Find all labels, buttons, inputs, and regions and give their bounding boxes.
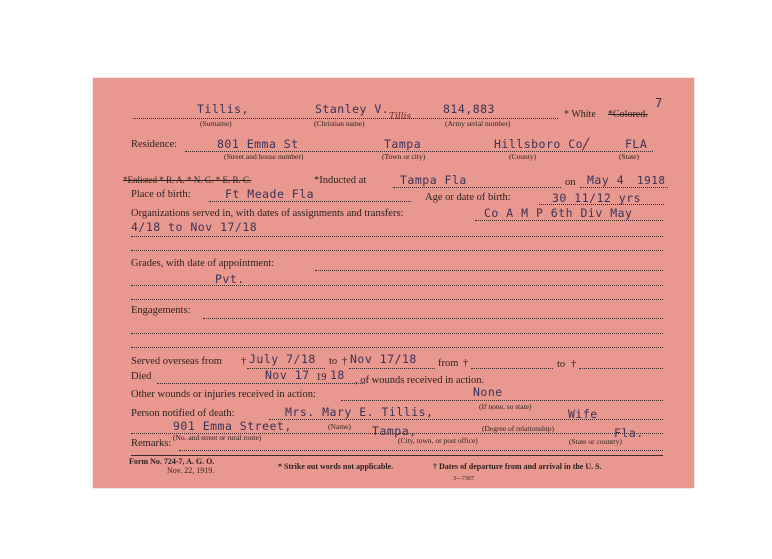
form-number: Form No. 724-7, A. G. O. (129, 457, 215, 466)
of-wounds-label: , of wounds received in action. (355, 375, 485, 386)
inducted-year-value: 1918 (637, 174, 666, 187)
notified-name-value: Mrs. Mary E. Tillis, (285, 405, 434, 419)
remarks-rule (179, 450, 663, 451)
age-value: 30 11/12 yrs (552, 191, 642, 205)
street-rural-label: (No. and street or rural route) (173, 433, 262, 442)
engagements-rule-2 (131, 333, 663, 334)
died-date-value: Nov 17 (265, 368, 310, 382)
person-notified-label: Person notified of death: (131, 408, 235, 419)
service-record-card (93, 78, 694, 488)
overseas-rule-3 (471, 368, 553, 369)
footnote-strike: * Strike out words not applicable. (278, 462, 394, 471)
inducted-date-value: May 4 (587, 173, 625, 187)
age-label: Age or date of birth: (425, 192, 511, 203)
overseas-rule-4 (579, 368, 663, 369)
county-label: (County) (509, 152, 537, 161)
overseas-dagger-1: † (241, 356, 247, 367)
residence-label: Residence: (131, 139, 178, 150)
if-none-label: (If none, so state) (479, 402, 532, 411)
state-country-label: (State or country) (569, 437, 622, 446)
age-rule (539, 204, 664, 205)
died-label: Died (131, 371, 152, 382)
organizations-value-line2: 4/18 to Nov 17/18 (131, 220, 258, 234)
inducted-rule (393, 187, 561, 188)
to-label-1: to (329, 356, 338, 367)
overseas-from-value: July 7/18 (249, 352, 316, 366)
overseas-dagger-4: † (571, 359, 577, 370)
enlisted-label: *Enlisted * R. A. * N. G. * E. R. C. (123, 175, 252, 185)
surname-label: (Surname) (200, 119, 232, 128)
handwritten-mark: Tillis (389, 112, 412, 122)
to-label-2: to (557, 359, 566, 370)
notified-relation-value: Wife (568, 407, 598, 421)
footnote-dates: † Dates of departure from and arrival in the U. S. (433, 462, 602, 471)
form-date: Nov. 22, 1919. (167, 466, 215, 475)
city-town-label: (City, town, or post office) (398, 436, 478, 445)
residence-town-value: Tampa (384, 137, 422, 151)
overseas-dagger-3: † (463, 358, 469, 369)
inducted-at-value: Tampa Fla (400, 173, 467, 187)
grades-rule-1 (315, 270, 663, 271)
on-rule (580, 187, 668, 188)
grades-rule-2 (131, 285, 663, 286)
on-label: on (565, 177, 576, 188)
inducted-label: *Inducted at (314, 175, 367, 186)
remarks-label: Remarks: (131, 438, 172, 449)
colored-label: *Colored. (608, 109, 648, 120)
organizations-label: Organizations served in, with dates of assignments and transfers: (131, 208, 404, 219)
footer-divider (131, 455, 663, 456)
residence-state-value: FLA (625, 137, 648, 151)
engagements-label: Engagements: (131, 305, 191, 316)
died-rule-1 (157, 383, 365, 384)
surname-value: Tillis, (197, 102, 249, 116)
town-label: (Town or city) (382, 152, 426, 161)
christian-name-value: Stanley V. (315, 102, 390, 116)
place-of-birth-label: Place of birth: (131, 189, 191, 200)
grades-label: Grades, with date of appointment: (131, 258, 275, 269)
overseas-to-value: Nov 17/18 (350, 352, 417, 366)
other-wounds-rule (341, 400, 663, 401)
overseas-dagger-2: † (342, 356, 348, 367)
notified-street-value: 901 Emma Street, (173, 419, 292, 433)
engagements-rule-1 (203, 318, 663, 319)
name-sublabel: (Name) (328, 422, 351, 431)
notified-city-value: Tampa, (372, 424, 417, 438)
handwritten-slash: / (583, 134, 589, 153)
person-notified-rule (269, 419, 663, 420)
served-overseas-label: Served overseas from (131, 356, 222, 367)
page-number: 7 (655, 96, 663, 110)
org-rule-2 (131, 236, 663, 237)
other-wounds-value: None (473, 385, 503, 399)
white-label: * White (564, 109, 596, 120)
print-code: 3—7367 (453, 476, 474, 482)
died-year-prefix: 19 (316, 372, 327, 383)
org-rule-1 (475, 220, 663, 221)
died-year-value: 18 (330, 368, 345, 382)
residence-county-value: Hillsboro Co (494, 137, 584, 151)
birthplace-value: Ft Meade Fla (225, 187, 315, 201)
overseas-rule-2 (349, 368, 435, 369)
notified-state-value: Fla. (614, 426, 644, 440)
street-label: (Street and house number) (224, 152, 304, 161)
degree-label: (Degree of relationship) (482, 424, 555, 433)
christian-name-label: (Christian name) (314, 119, 365, 128)
organizations-value-line1: Co A M P 6th Div May (484, 206, 633, 220)
grade-value: Pvt. (215, 272, 245, 286)
org-rule-3 (131, 250, 663, 251)
from-label: from (438, 358, 459, 369)
engagements-rule-3 (131, 347, 663, 348)
birthplace-rule (209, 201, 411, 202)
grades-rule-3 (131, 299, 663, 300)
state-label: (State) (619, 152, 639, 161)
serial-number-value: 814,883 (443, 102, 495, 116)
residence-street-value: 801 Emma St (217, 137, 299, 151)
other-wounds-label: Other wounds or injuries received in action: (131, 389, 316, 400)
serial-label: (Army serial number) (445, 119, 511, 128)
